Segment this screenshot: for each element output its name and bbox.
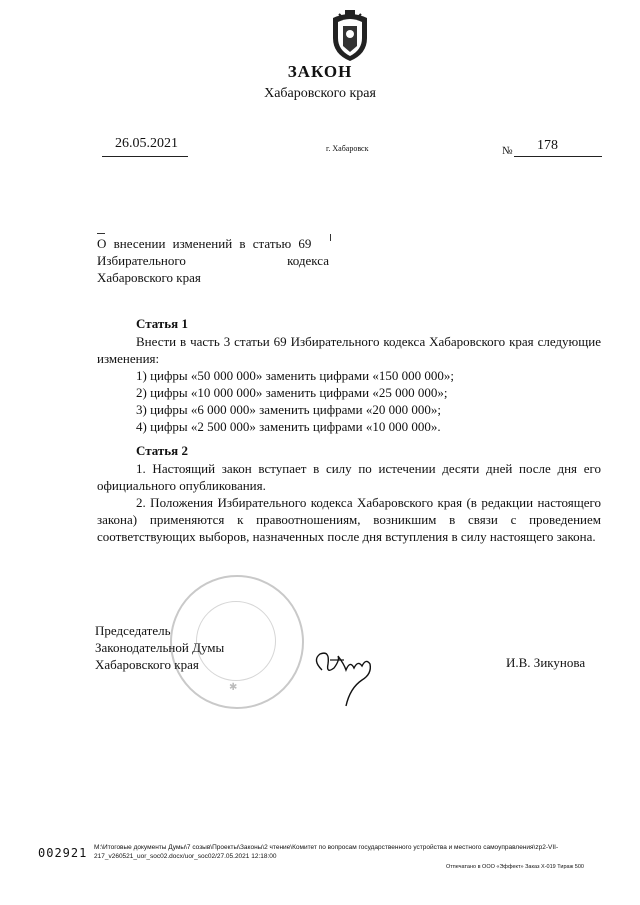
number-underline bbox=[514, 156, 602, 157]
article-1-item-2: 2) цифры «10 000 000» заменить цифрами «25 000 000»; bbox=[136, 385, 448, 400]
signer-name: И.В. Зикунова bbox=[506, 655, 586, 670]
signer-title-line-1: Председатель bbox=[95, 623, 171, 638]
subject-corner-mark bbox=[97, 233, 105, 234]
signer-title-line-3: Хабаровского края bbox=[95, 657, 199, 672]
law-date: 26.05.2021 bbox=[115, 136, 178, 151]
number-sign: № bbox=[502, 145, 513, 157]
date-underline bbox=[102, 156, 188, 157]
subject-line-3: Хабаровского края bbox=[97, 270, 201, 285]
document-code: 002921 bbox=[38, 846, 88, 860]
law-number: 178 bbox=[537, 138, 558, 153]
printer-info: Отпечатано в ООО «Эффект» Заказ Х-019 Тираж 500 bbox=[446, 864, 584, 870]
seal-star-icon: ✱ bbox=[229, 682, 238, 693]
law-region: Хабаровского края bbox=[264, 86, 376, 101]
coat-of-arms-emblem bbox=[325, 8, 375, 63]
article-2-heading: Статья 2 bbox=[136, 443, 188, 458]
file-path-line-2: 217_v260521_uor_soc02.docx/uor_soc02/27.05.2021 12:18:00 bbox=[94, 853, 277, 860]
article-1-item-4: 4) цифры «2 500 000» заменить цифрами «10 000 000». bbox=[136, 419, 441, 434]
subject-line-1: О внесении изменений в статью 69 bbox=[97, 236, 312, 251]
city: г. Хабаровск bbox=[326, 144, 369, 153]
law-title: ЗАКОН bbox=[287, 62, 353, 81]
article-1-intro: Внести в часть 3 статьи 69 Избирательного кодекса Хабаровского края следующие изменения: bbox=[97, 334, 601, 366]
article-1-item-3: 3) цифры «6 000 000» заменить цифрами «20 000 000»; bbox=[136, 402, 441, 417]
signer-title-line-2: Законодательной Думы bbox=[95, 640, 225, 655]
subject-line-2-left: Избирательного bbox=[97, 253, 186, 268]
subject-corner-mark-right bbox=[330, 234, 331, 241]
file-path-line-1: M:\Итоговые документы Думы\7 созыв\Проекты\Законы\2 чтение\Комитет по вопросам государственного устройства и местного самоуправления\zp2-VII- bbox=[94, 844, 559, 851]
subject-line-2 bbox=[97, 252, 329, 269]
article-2-para-1: 1. Настоящий закон вступает в силу по истечении десяти дней после дня его официального опубликования. bbox=[97, 461, 601, 493]
article-1-item-1: 1) цифры «50 000 000» заменить цифрами «150 000 000»; bbox=[136, 368, 454, 383]
subject-line-2-right: кодекса bbox=[287, 253, 329, 268]
handwritten-signature bbox=[300, 630, 390, 710]
article-1-heading: Статья 1 bbox=[136, 316, 188, 331]
article-2-para-2: 2. Положения Избирательного кодекса Хабаровского края (в редакции настоящего закона) применяются к правоотношениям, возникшим в связи с проведением соответствующих выборов, назначенных после дня вступления в силу настоящего закона. bbox=[97, 495, 601, 544]
